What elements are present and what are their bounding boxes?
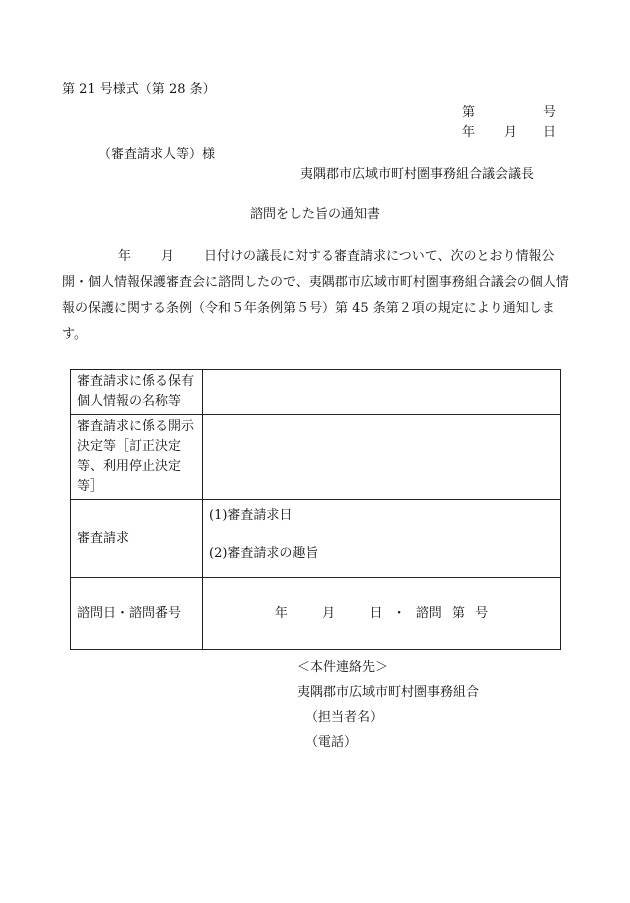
row4-go: 号 (475, 605, 489, 621)
row4-shimon: 諮問 (415, 605, 442, 621)
contact-block (297, 655, 597, 755)
contact-phone: （電話） (305, 735, 358, 750)
row2-value (203, 415, 561, 500)
table-row (71, 415, 561, 500)
date-day: 日 (543, 125, 557, 140)
row4-dai: 第 (451, 605, 465, 621)
row3-value (203, 500, 561, 578)
table-row (71, 500, 561, 578)
row4-label: 諮問日・諮問番号 (71, 578, 203, 650)
doc-number-go: 号 (543, 105, 557, 120)
contact-org: 夷隅郡市広域市町村圏事務組合 (297, 685, 480, 700)
row4-year: 年 (274, 605, 288, 621)
row3-label: 審査請求 (71, 500, 203, 578)
row4-day: 日 (369, 605, 383, 621)
date-month: 月 (504, 125, 518, 140)
body-paragraph (62, 244, 570, 348)
row1-value (203, 370, 561, 415)
body-year: 年 (118, 249, 132, 264)
date-year: 年 (462, 125, 476, 140)
row4-value (203, 578, 561, 650)
body-month: 月 (161, 249, 175, 264)
contact-heading: ＜本件連絡先＞ (297, 660, 389, 675)
document-title: 諮問をした旨の通知書 (249, 207, 380, 222)
info-table (70, 369, 561, 650)
form-number: 第 21 号様式（第 28 条） (62, 82, 216, 97)
doc-number-dai: 第 (462, 105, 476, 120)
recipient: （審査請求人等）様 (98, 147, 216, 162)
request-date-item: (1)審査請求日 (209, 508, 293, 523)
row1-label: 審査請求に係る保有個人情報の名称等 (71, 370, 203, 415)
sender: 夷隅郡市広域市町村圏事務組合議会議長 (300, 167, 535, 182)
table-row (71, 578, 561, 650)
row4-month: 月 (322, 605, 336, 621)
contact-person: （担当者名） (305, 710, 384, 725)
table-row (71, 370, 561, 415)
body-text: 日付けの議長に対する審査請求について、次のとおり情報公開・個人情報保護審査会に諮問したので、夷隅郡市広域市町村圏事務組合議会の個人情報の保護に関する条例（令和５年条例第５号）第 45 条第２項の規定により通知します。 (62, 249, 569, 342)
row2-label: 審査請求に係る開示決定等［訂正決定等、利用停止決定等］ (71, 415, 203, 500)
row4-separator: ・ (392, 605, 406, 621)
request-purpose-item: (2)審査請求の趣旨 (209, 546, 319, 561)
